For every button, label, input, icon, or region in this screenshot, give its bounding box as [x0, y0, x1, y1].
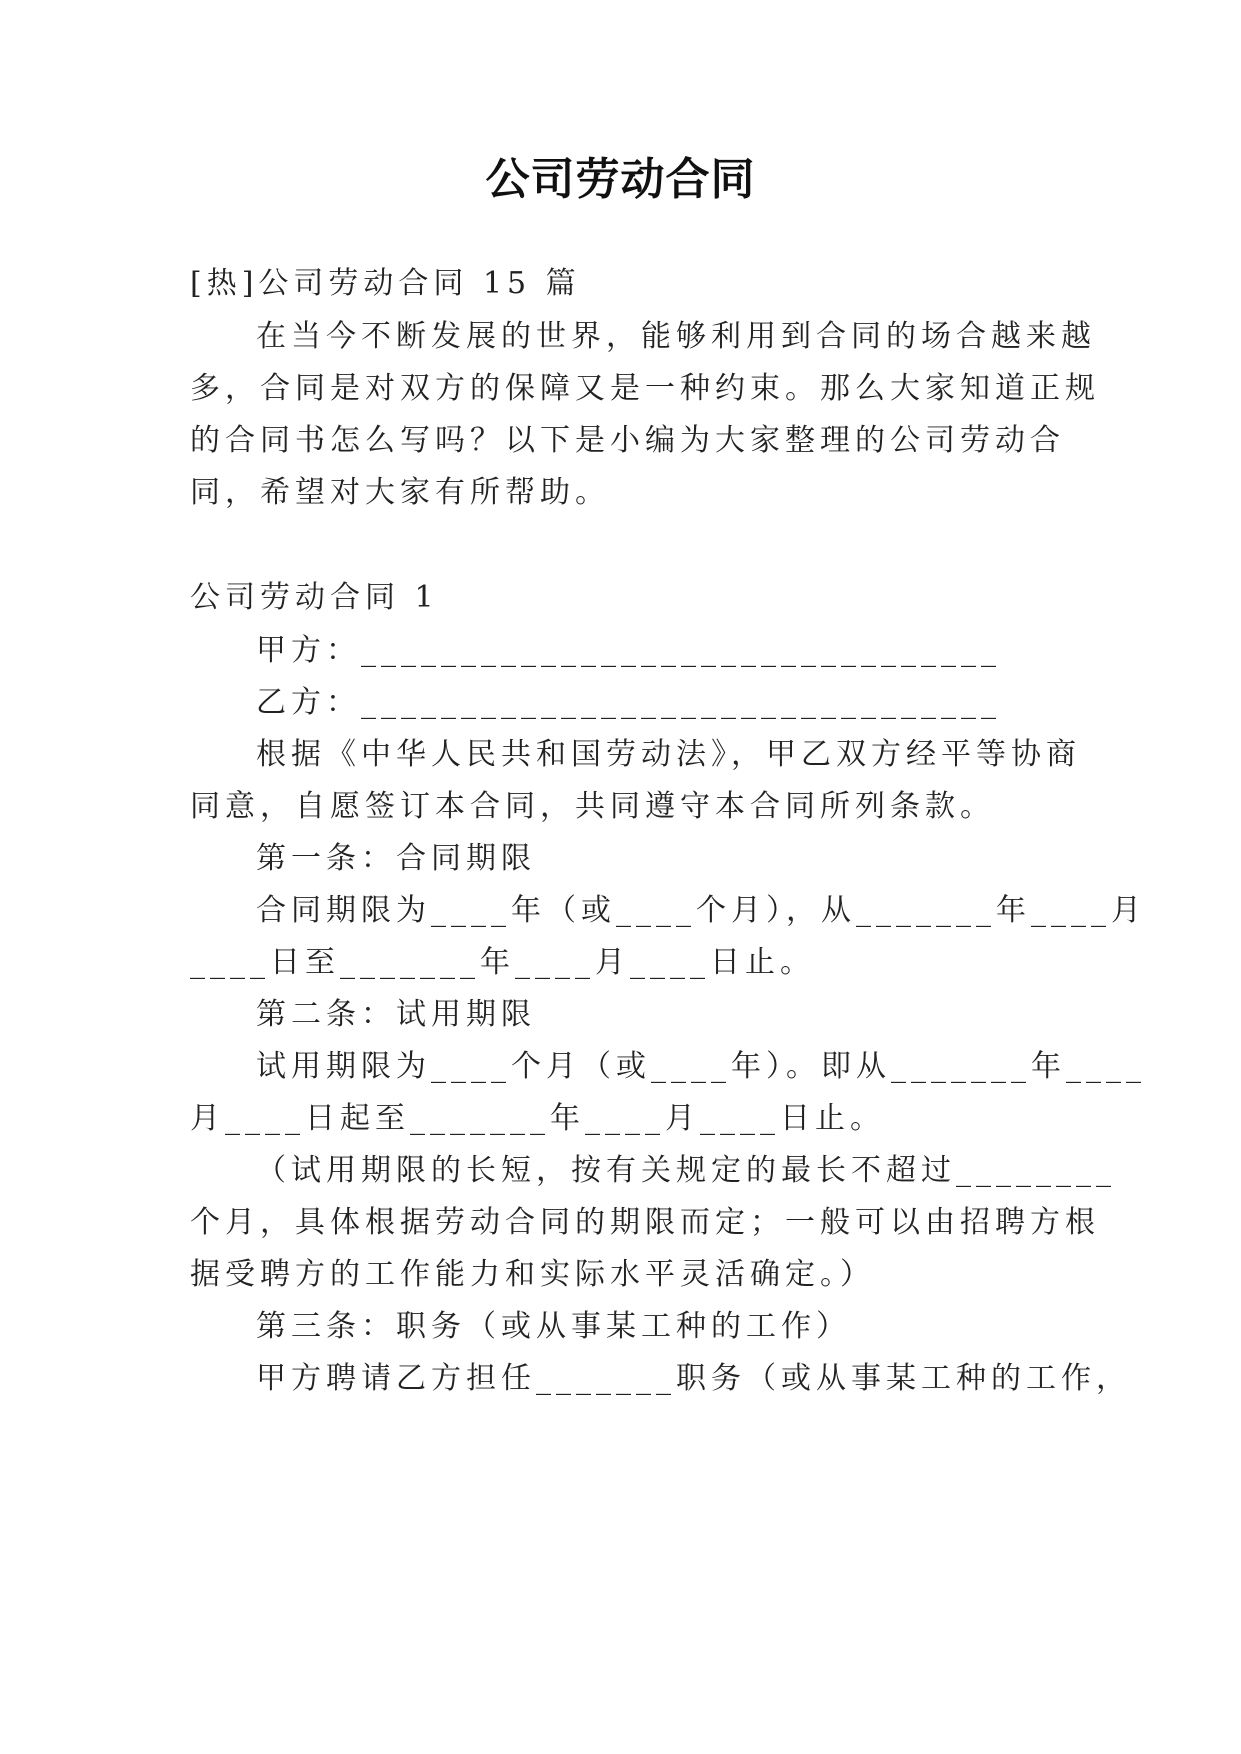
article2-line-2: 月____日起至_______年____月____日止。	[190, 1101, 885, 1136]
document-title: 公司劳动合同	[485, 154, 756, 205]
basis-line-1: 根据《中华人民共和国劳动法》，甲乙双方经平等协商	[256, 737, 1081, 772]
article2-title: 第二条：试用期限	[256, 997, 536, 1032]
intro-line-3: 的合同书怎么写吗？以下是小编为大家整理的公司劳动合	[190, 423, 1065, 458]
article2-note-line-1: （试用期限的长短，按有关规定的最长不超过________	[256, 1153, 1116, 1188]
party-b-line: 乙方：________________________________	[256, 685, 1001, 720]
article1-line-2: ____日至_______年____月____日止。	[190, 945, 815, 980]
article2-note-line-2: 个月，具体根据劳动合同的期限而定；一般可以由招聘方根	[190, 1205, 1100, 1240]
intro-line-1: 在当今不断发展的世界，能够利用到合同的场合越来越	[256, 319, 1096, 354]
section-heading: 公司劳动合同 1	[190, 580, 439, 615]
article3-line-1: 甲方聘请乙方担任_______职务（或从事某工种的工作，	[256, 1361, 1131, 1396]
intro-line-2: 多，合同是对双方的保障又是一种约束。那么大家知道正规	[190, 371, 1100, 406]
intro-line-4: 同，希望对大家有所帮助。	[190, 475, 610, 510]
article1-line-1: 合同期限为____年（或____个月），从_______年____月	[256, 893, 1146, 928]
article3-title: 第三条：职务（或从事某工种的工作）	[256, 1309, 851, 1344]
article1-title: 第一条：合同期限	[256, 841, 536, 876]
basis-line-2: 同意，自愿签订本合同，共同遵守本合同所列条款。	[190, 789, 995, 824]
document-subtitle: [热]公司劳动合同 15 篇	[190, 266, 581, 301]
party-a-line: 甲方：________________________________	[256, 633, 1001, 668]
article2-note-line-3: 据受聘方的工作能力和实际水平灵活确定。）	[190, 1257, 875, 1292]
article2-line-1: 试用期限为____个月（或____年）。即从_______年____	[256, 1049, 1146, 1084]
